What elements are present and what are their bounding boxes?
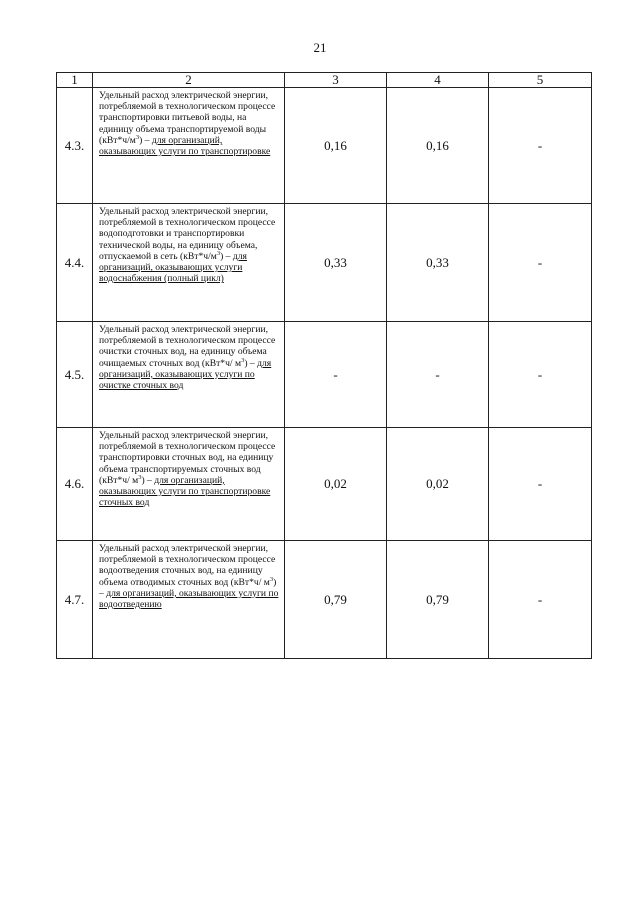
value-col-5: - [489,428,592,541]
page-number: 21 [313,40,327,55]
indicator-table [56,72,592,659]
row-description [93,428,285,541]
header-col-1: 1 [57,73,93,88]
value-col-3: 0,79 [285,541,387,659]
unit-superscript: 3 [241,356,245,364]
description-text: Удельный расход электрической энергии, потребляемой в технологическом процессе транспортировки питьевой воды, на единицу объема транспортируемой воды (кВт*ч/м [99,90,276,146]
value-col-3: 0,02 [285,428,387,541]
description-underlined: для организаций, оказывающих услуги по транспортировке [99,134,271,158]
row-number: 4.5. [57,322,93,428]
description-dash: ) – [244,357,258,369]
row-description [93,88,285,204]
header-col-4: 4 [387,73,489,88]
value-col-3: - [285,322,387,428]
table-row [57,204,592,322]
value-col-4: - [387,322,489,428]
description-text: Удельный расход электрической энергии, потребляемой в технологическом процессе очистки сточных вод, на единицу объема очищаемых сточных вод (кВт*ч/ м [99,324,276,369]
description-dash: ) – [220,250,233,262]
table-row [57,428,592,541]
value-col-5: - [489,322,592,428]
description-underlined: для организаций, оказывающих услуги по очистке сточных вод [99,357,272,392]
value-col-5: - [489,541,592,659]
unit-superscript: 3 [135,133,140,141]
row-number: 4.6. [57,428,93,541]
row-number: 4.7. [57,541,93,659]
row-number: 4.3. [57,88,93,204]
header-col-5: 5 [489,73,592,88]
value-col-5: - [489,204,592,322]
table-row [57,541,592,659]
description-underlined: для организаций, оказывающих услуги водоснабжения (полный цикл) [99,250,247,285]
header-col-3: 3 [285,73,387,88]
description-underlined: для организаций, оказывающих услуги по водоотведению [99,587,279,611]
value-col-5: - [489,88,592,204]
header-col-2: 2 [93,73,285,88]
value-col-4: 0,02 [387,428,489,541]
value-col-3: 0,33 [285,204,387,322]
row-number: 4.4. [57,204,93,322]
description-dash: ) – [141,474,155,486]
row-description [93,541,285,659]
description-text: Удельный расход электрической энергии, потребляемой в технологическом процессе водоподготовки и транспортировки технической воды, на единицу объема, отпускаемой в сеть (кВт*ч/м [99,206,276,262]
unit-superscript: 3 [216,249,221,257]
table-row [57,322,592,428]
row-description [93,204,285,322]
description-text: Удельный расход электрической энергии, потребляемой в технологическом процессе водоотведения сточных вод, на единицу объема отводимых сточных вод (кВт*ч/ м [99,543,276,588]
table-header-row [57,73,592,88]
value-col-4: 0,33 [387,204,489,322]
unit-superscript: 3 [138,473,142,481]
description-underlined: для организаций, оказывающих услуги по транспортировке сточных вод [99,474,271,509]
value-col-4: 0,16 [387,88,489,204]
table-row [57,88,592,204]
description-text: Удельный расход электрической энергии, потребляемой в технологическом процессе транспортировки сточных вод, на единицу объема транспортируемых сточных вод (кВт*ч/ м [99,430,276,486]
unit-superscript: 3 [269,575,274,583]
row-description [93,322,285,428]
value-col-3: 0,16 [285,88,387,204]
description-dash: ) – [139,134,152,146]
value-col-4: 0,79 [387,541,489,659]
description-dash: ) – [99,576,277,599]
